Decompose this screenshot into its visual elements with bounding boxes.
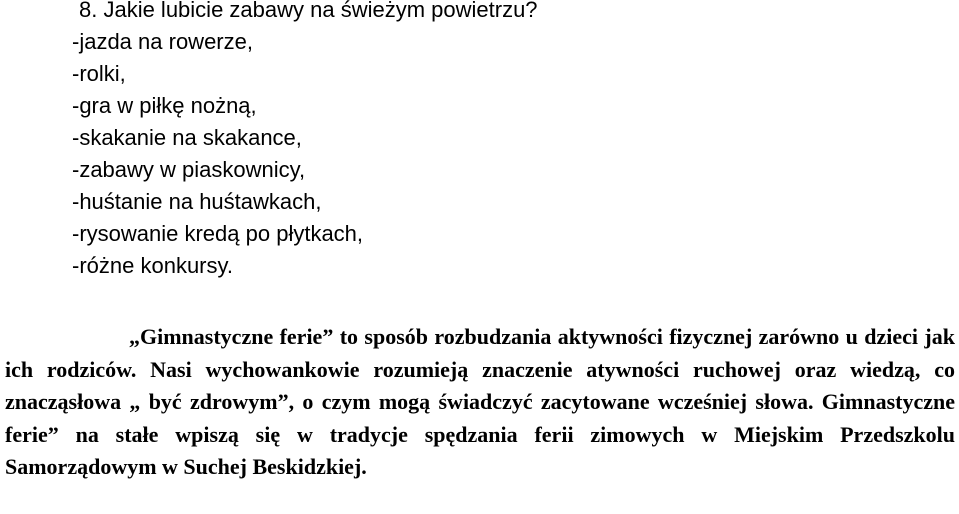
summary-paragraph bbox=[5, 321, 955, 484]
list-item: -rysowanie kredą po płytkach, bbox=[72, 221, 364, 246]
list-item: -zabawy w piaskownicy, bbox=[72, 157, 306, 182]
paragraph-text: „Gimnastyczne ferie” to sposób rozbudzania aktywności fizycznej zarówno u dzieci jak ich rodziców. Nasi wychowankowie rozumieją znaczenie atywności ruchowej oraz wiedzą, co znacząsłowa „ być zdrowym”, o czym mogą świadczyć zacytowane wcześniej słowa. Gimnastyczne ferie” na stałe wpiszą się w tradycje spędzania ferii zimowych w Miejskim Przedszkolu Samorządowym w Suchej Beskidzkiej. bbox=[5, 324, 955, 479]
question-heading: 8. Jakie lubicie zabawy na świeżym powietrzu? bbox=[79, 0, 538, 22]
list-item: -jazda na rowerze, bbox=[72, 29, 253, 54]
activities-list bbox=[72, 0, 538, 282]
list-item: -huśtanie na huśtawkach, bbox=[72, 189, 322, 214]
list-item: -rolki, bbox=[72, 61, 126, 86]
list-item: -skakanie na skakance, bbox=[72, 125, 302, 150]
list-item: -gra w piłkę nożną, bbox=[72, 93, 257, 118]
list-item: -różne konkursy. bbox=[72, 253, 233, 278]
